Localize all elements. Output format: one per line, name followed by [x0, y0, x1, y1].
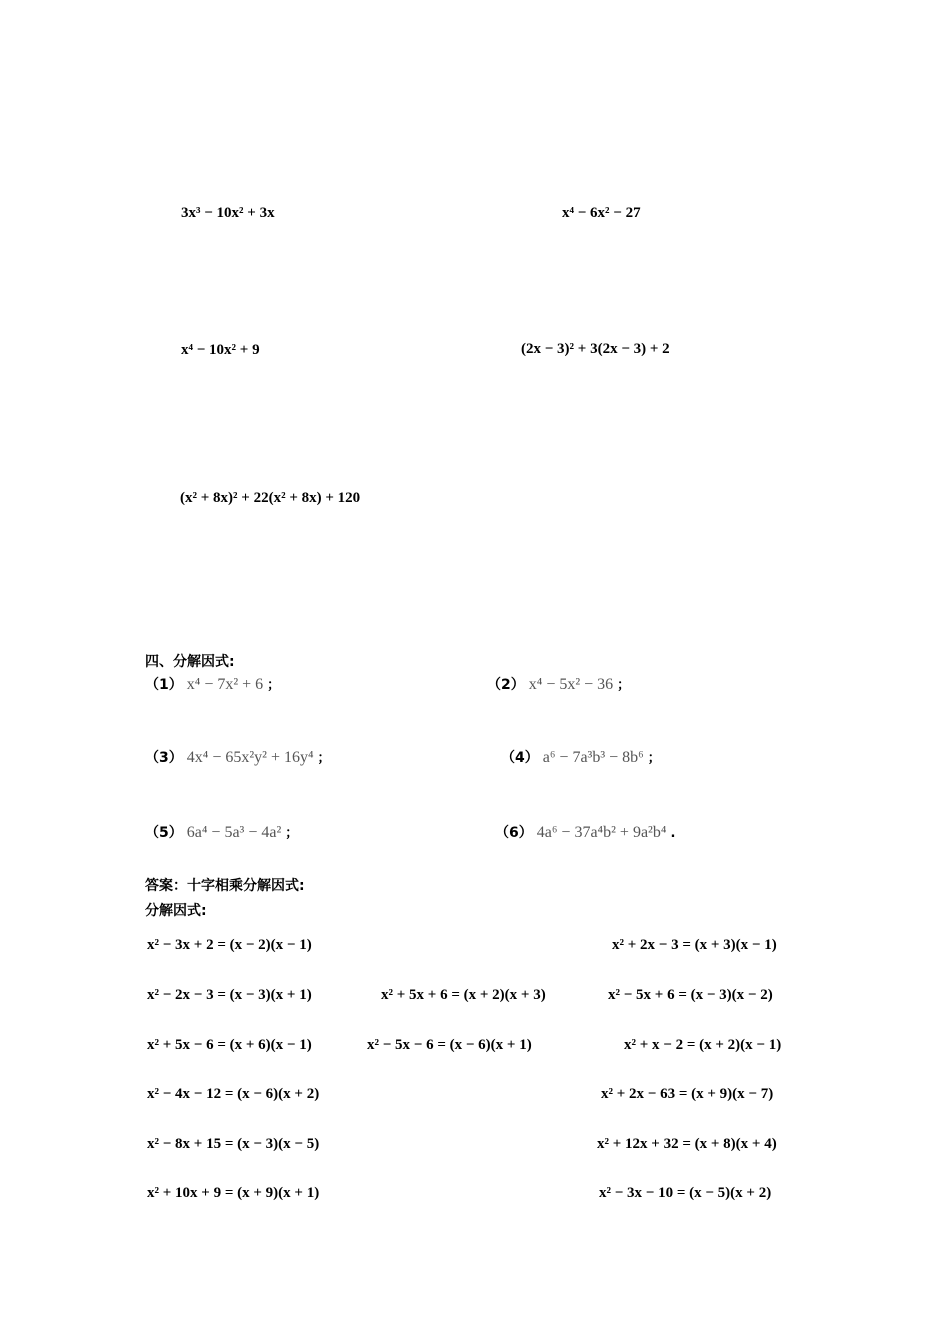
answer-r2-c3: x² − 5x + 6 = (x − 3)(x − 2) — [608, 987, 773, 1003]
exercise-end: . — [670, 826, 676, 841]
practice-expression-1: 3x³ − 10x² + 3x — [181, 205, 275, 221]
practice-expression-5: (x² + 8x)² + 22(x² + 8x) + 120 — [180, 490, 361, 506]
exercise-number: （5） — [145, 825, 183, 841]
answers-heading: 答案：十字相乘分解因式: — [145, 878, 305, 894]
exercise-end: ； — [267, 678, 281, 693]
exercise-expression: x⁴ − 7x² + 6 — [186, 676, 264, 693]
exercise-end: ； — [647, 751, 661, 766]
practice-expression-2: x⁴ − 6x² − 27 — [562, 205, 641, 221]
exercise-expression: x⁴ − 5x² − 36 — [528, 676, 614, 693]
exercise-expression: 6a⁴ − 5a³ − 4a² — [186, 824, 282, 841]
exercise-expression: 4x⁴ − 65x²y² + 16y⁴ — [186, 749, 314, 766]
exercise-number: （6） — [495, 825, 533, 841]
practice-expression-3: x⁴ − 10x² + 9 — [181, 342, 260, 358]
exercise-5 — [145, 824, 298, 843]
exercise-end: ； — [617, 678, 631, 693]
exercise-4 — [501, 749, 661, 768]
answer-r3-c3: x² + x − 2 = (x + 2)(x − 1) — [624, 1037, 782, 1053]
exercise-expression: a⁶ − 7a³b³ − 8b⁶ — [542, 749, 644, 766]
exercise-number: （3） — [145, 750, 183, 766]
exercise-end: ； — [285, 826, 299, 841]
answers-subheading: 分解因式: — [145, 903, 207, 919]
answer-r3-c2: x² − 5x − 6 = (x − 6)(x + 1) — [367, 1037, 532, 1053]
answer-r6-c2: x² − 3x − 10 = (x − 5)(x + 2) — [599, 1185, 772, 1201]
answer-r6-c1: x² + 10x + 9 = (x + 9)(x + 1) — [147, 1185, 320, 1201]
answer-r5-c1: x² − 8x + 15 = (x − 3)(x − 5) — [147, 1136, 320, 1152]
answer-r1-c1: x² − 3x + 2 = (x − 2)(x − 1) — [147, 937, 312, 953]
exercise-3 — [145, 749, 331, 768]
exercise-2 — [487, 676, 630, 695]
answer-r3-c1: x² + 5x − 6 = (x + 6)(x − 1) — [147, 1037, 312, 1053]
answer-r2-c1: x² − 2x − 3 = (x − 3)(x + 1) — [147, 987, 312, 1003]
exercise-end: ； — [317, 751, 331, 766]
exercise-number: （1） — [145, 677, 183, 693]
answer-r5-c2: x² + 12x + 32 = (x + 8)(x + 4) — [597, 1136, 777, 1152]
section-heading: 四、分解因式: — [145, 654, 235, 670]
exercise-number: （2） — [487, 677, 525, 693]
answer-r2-c2: x² + 5x + 6 = (x + 2)(x + 3) — [381, 987, 546, 1003]
practice-expression-4: (2x − 3)² + 3(2x − 3) + 2 — [521, 341, 670, 357]
answer-r4-c1: x² − 4x − 12 = (x − 6)(x + 2) — [147, 1086, 320, 1102]
exercise-expression: 4a⁶ − 37a⁴b² + 9a²b⁴ — [536, 824, 667, 841]
answer-r1-c2: x² + 2x − 3 = (x + 3)(x − 1) — [612, 937, 777, 953]
exercise-6 — [495, 824, 675, 843]
answer-r4-c2: x² + 2x − 63 = (x + 9)(x − 7) — [601, 1086, 774, 1102]
exercise-1 — [145, 676, 280, 695]
exercise-number: （4） — [501, 750, 539, 766]
